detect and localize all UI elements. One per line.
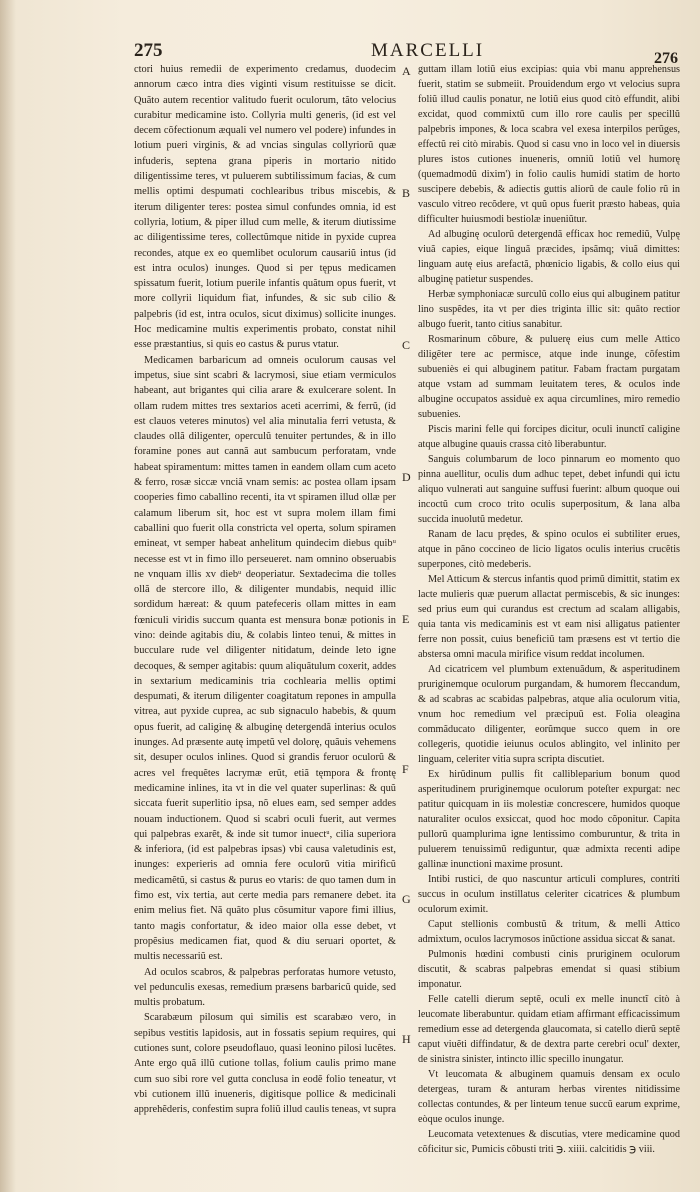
right-paragraph: guttam illam lotiũ eius excipias: quia vbi manu apprehensus fuerit, statim se submeiit. Prouidendum ergo vt velocius supra foliũ illud caulis ponatur, ne lotiũ eius quod citò effundit, alibi excidat, quod commixtũ cum illo rore caulis per specillũ palpebris impones, & loca scabra vel exesa interpilos perũges, effectũ rei citò mirabis. Quod si casu vno in loco vel in diuersis plures istos cutiones inueneris, omniũ lotiũ vel humorę (quemadmodũ dixim') in folio caulis humidi statim de horto suscipere debebis, & adiectis guttis aliorũ de caule folio rũ in vasculo vitreo recõdere, vt quũ opus fuerit præsto habeas, quia difficulter huiusmodi bestiolæ inueniũtur. [418,64,680,225]
running-title: MARCELLI [371,40,485,61]
right-paragraph: Ranam de lacu prędes, & spino oculos ei subtiliter erues, atque in pãno coccineo de licio ligatos oculis interius crucẽtis superpones, citò medeberis. [418,529,680,570]
margin-letter-g: G [402,892,411,906]
right-paragraph: Mel Atticum & stercus infantis quod primũ dimittit, statim ex lacte mulieris quæ puerum allactat permiscebis, & sic inunges: sed prius eum qui curandus est crectum ad scalam alligabis, quia tanta vis medicaminis est vt eam nisi alligatus patienter ferre non possit, cuius beneficiũ tam præsens est vt tertio die abstersa omni macula mirifice visum reddat incolumen. [418,574,680,660]
right-paragraph: Ad cicatricem vel plumbum extenuãdum, & asperitudinem pruriginemque oculorum purgandam, & humorem fleccandum, & ad scabras ac scabidas palpebras, atque alia oculorum vitia, vnum hoc remedium vel præcipuũ est. Folia oleagina commãducato diligenter, eorũmque succo quem in ore collegeris, quotidie ieiunus oculos ablingito, vel inlinito per linguam, celeriter vitia supra scripta discutiet. [418,664,680,765]
margin-letter-f: F [402,762,409,776]
right-paragraph: Piscis marini felle qui forcipes dicitur, oculi inunctĩ caligine atque albugine quauis crassa citò liberabuntur. [418,424,680,450]
right-paragraph: Felle catelli dierum septẽ, oculi ex melle inunctĩ citò à leucomate liberabuntur. quidam etiam affirmant efficacissimum remedium esse ad detergenda glaucomata, si catello dierũ septẽ caput viuẽti diffindatur, & de dextra parte cerebri ocul' dexter, de sinistra sinister, intincto illic specillo inungatur. [418,994,680,1065]
right-paragraph: Herbæ symphoniacæ surculũ collo eius qui albuginem patitur lino suspẽdes, ita vt per dies triginta illic sit: quãto rectior albugo fuerit, tanto citius sanabitur. [418,289,680,330]
margin-letter-h: H [402,1032,411,1046]
right-paragraph: Vt leucomata & albuginem quamuis densam ex oculo detergeas, turam & anturam herbas virentes nitidissime collectas contundes, & per linteum tenue succũ earum exprime, eòque oculos inunge. [418,1069,680,1125]
left-paragraph: ctori huius remedii de experimento credamus, duodecim annorum cæco intra dies viginti visum restituisse se dicit. Quãto autem recentior valitudo fuerit oculorum, tãto velocius curabitur medicamine isto. Collyria multi generis, (id est vel decem cõfectionum æquali vel numero vel podere) infundes in lotium pueri virginis, & ad vncias singulas collyriorũ quæ infuderis, septena grana piperis in mortario nitido diligentissime teres, vt puluerem subtilissimum facias, & cum mellis optimi despumati cochlearibus tribus miscebis, & iterum diligenter teres: postea simul confundes omnia, id est collyria, lotium, & piper illud cum melle, & iterum diutissime ac diligentissime teres, collectũmque nitide in pyxide cuprea recondes, atque ex eo quemlibet oculorum causariũ intus (id est intra oculos) inunges. Quod si per tępus medicamen spissatum fuerit, lotium puerile infantis quãtum opus fuerit, vt more collyrii liquidum fiat, infundes, & sic sub cilio & palpebris (id est, intra oculos, sicut diximus) sollicite inunges. Hoc medicamine multis experimentis probato, constat nihil esse præstantius, si quis eo castus & purus vtatur. [134,64,396,351]
right-paragraph: Pulmonis hœdini combusti cinis pruriginem oculorum discutit, & scabras palpebras emendat si quasi stibium imponatur. [418,949,680,990]
right-paragraph: Rosmarinum cõbure, & puluerę eius cum melle Attico diligẽter tere ac permisce, atque inde inunge, cõfestim subueniès ei qui albuginem patitur. Fabam fractam purgatam atque vstam ad summam leuitatem teres, & oculos inde albugine occupatos assiduè ex aqua circumlines, miro remedio subuenies. [418,334,680,420]
gutter-shadow [0,0,16,1192]
margin-letter-b: B [402,186,411,200]
margin-letter-d: D [402,470,411,484]
right-paragraph: Caput stellionis combustũ & tritum, & melli Attico admixtum, oculos lacrymosos inũctione assidua siccat & sanat. [418,919,680,945]
left-paragraph: Scarabæum pilosum qui similis est scarabæo vero, in sepibus vestitis lapidosis, aut in fossatis sepium requires, qui cutiones sunt, colore pseudoflauo, quasi leonino pilosi lucẽtes. Ante ergo quã illũ cutione tollas, folium caulis primo mane cum suo sibi rore vel gutta conclusa in eodẽ folio teneatur, vt vbi cutionem illũ inueneris, digitisque pollice & medicinali apprehẽderis, confestim supra foliũ illud caulis teneas, vt supra [134,1012,396,1116]
page-number-left: 275 [134,40,163,61]
right-paragraph: Ad albuginę oculorũ detergendã efficax hoc remediũ, Vulpę viuã capies, eique linguã præcides, ipsãmq; viuã dimittes: linguam autę eius arefactã, phœnicio ligabis, & collo eius qui albuginę patietur suspendes. [418,229,680,285]
margin-letters [398,62,418,1162]
right-paragraph: Leucomata vetextenues & discutias, vtere medicamine quod cõficitur sic, Pumicis cõbusti triti ℈. xiiii. calcitidis ℈ viii. [418,1129,680,1155]
margin-letter-a: A [402,64,411,78]
margin-letter-e: E [402,612,410,626]
page-number-right: 276 [654,50,678,67]
right-column [418,62,680,1157]
right-paragraph: Sanguis columbarum de loco pinnarum eo momento quo pinna auellitur, oculis dum adhuc tepet, debet infundi qui ictu aliquo vulnerati aut sanguine suffusi fuerint: album quoque oui incoctũ cum croco trito oculis superpositum, & lana alba succida inuolutũ medetur. [418,454,680,525]
left-paragraph: Medicamen barbaricum ad omneis oculorum causas vel impetus, siue sint scabri & lacrymosi, siue etiam vermiculos habeant, aut brigantes qui cilia arare & exulcerare solent. In ollam rudem mittes tres sextarios aceti acerrimi, & ferrũ, (id est clauos veteres minutos) vel alia minutalia ferri vetusta, & claudes ollã diligenter, operculũ tenuiter pertundes, & in illo foramine pones aut cannã aut sambucum perforatam, vnde habeat spiramentum: mittes tamen in eandem ollam cum aceto & ferro, rosæ siccæ vnciã vnam semis: ac postea ollam ipsam cooperies fimo caballino recenti, ita vt spiramen illud ollæ per calamum liberum sit, hoc est vt supra molem illam fimi caballini quo fuerit olla constricta vel operta, solum spiramen emineat, vt semper habeat anhelitum quindecim diebus quibᵘ necesse est vt in fimo illo perseueret. nam omnino obseruabis ne vnquam illis xv diebᵘ deoperiatur. Sextadecima die tolles ollã de stercore illo, & diligenter mundabis, nequid illic sordidum hæreat: & quum patefeceris ollam mittes in eam fœniculi viridis succum quanta est mensura bonæ potionis in vino: deinde agitabis diu, & colabis linteo tenui, & mittes in bucculare rude vel diligenter nitidatum, deinde leto igne decoques, & semper agitabis: quum aliquãtulum coxerit, addes in sextarium medicaminis tria cochlearia mellis optimi despumati, & iterum diligenter coagitatum repones in ampulla vitrea, aut pyxide cuprea, ac sub signaculo habebis, & quum opus fuerit, ad caliginę & albuginę detergendã interius oculos inunges. Ad præsente autę impetũ vel dolorę, quãuis vehemens sit, desuper oculos inlines. Quod si grandis feruor oculorũ & acres vel frequẽtes lacrymæ erũt, etiã tęmpora & frontę medicamine inlines, ita vt in die vel quater superlinas: & quũ siccata fuerit superlitio ipsa, nõ elues eam, sed semper addes nouam inductionem. Quod si scabri oculi fuerit, aut vermes qui palpebras exarẽt, & inde sit tumor inuectᵘ, cilia superiora & inferiora, (id est palpebras ipsas) vbi causa valetudinis est, inunges: experieris ad omnia fere oculorũ vitia mirificũ medicamẽtũ, si castus & purus eo vtaris: de quo tamen dum in fimo est, vix tertia, aut certe media pars remanere debet. ita enim melius fiet. Nã quãto plus cõsumitur vapore fimi illius, tanto magis confortatur, & ideo maior olla esse debet, vt propẽsius medicamen fiat, quod & diu seruari oportet, & multis necessariũ est. [134,354,396,963]
margin-letter-c: C [402,338,411,352]
left-paragraph: Ad oculos scabros, & palpebras perforatas humore vetusto, vel pedunculis exesas, remedium præsens barbaricũ quide, sed multis probatum. [134,966,396,1009]
left-column [134,62,396,1117]
right-paragraph: Ex hirũdinum pullis fit callibleparium bonum quod asperitudinem pruriginemque oculorum poteſter expurgat: nec patitur quicquam in iis molestiæ concrescere, humidos quoque naturaliter oculos exsiccat, quod hoc modo cõponitur. Capita pullorũ quamplurima igne lentissimo comburuntur, & trita in puluerem tenuissimũ rediguntur, quæ admixta recenti adipe gallinæ inunctioni maxime prosunt. [418,769,680,870]
right-paragraph: Intibi rustici, de quo nascuntur articuli complures, contriti succus in oculum instillatus celeriter cicatrices & plumbum oculorum eximit. [418,874,680,915]
